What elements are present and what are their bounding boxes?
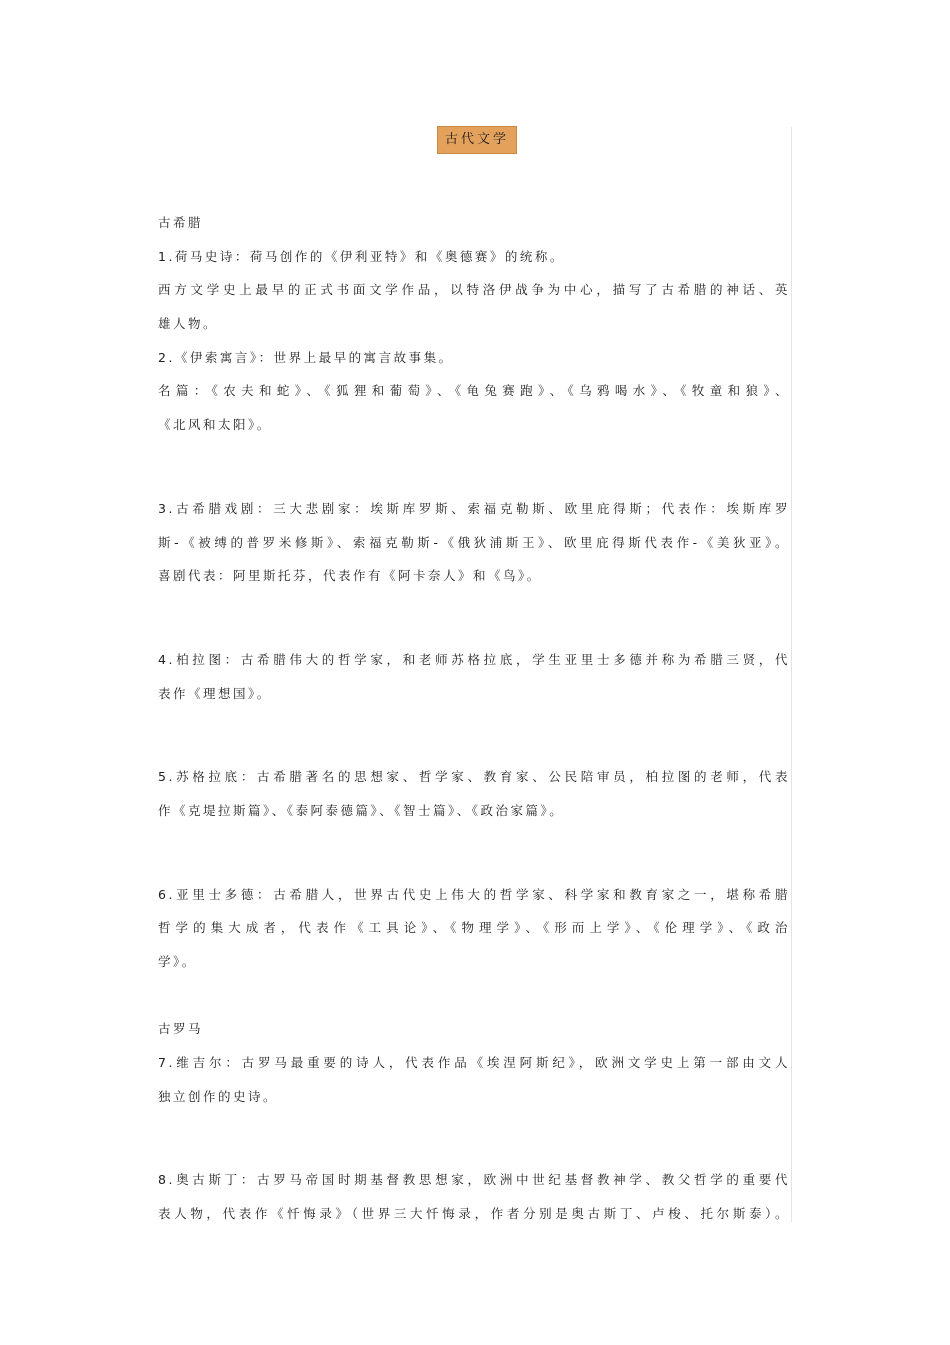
item-aesop-fables: 2.《伊索寓言》：世界上最早的寓言故事集。 — [158, 349, 454, 365]
item-greek-comedy: 喜剧代表：阿里斯托芬，代表作有《阿卡奈人》和《鸟》。 — [158, 568, 542, 584]
page-title: 古代文学 — [437, 126, 517, 154]
item-virgil: 7.维吉尔：古罗马最重要的诗人，代表作品《埃涅阿斯纪》，欧洲文学史上第一部由文人 — [158, 1055, 790, 1071]
document-body — [158, 206, 790, 1231]
spacer — [158, 828, 790, 878]
item-socrates-cont: 作《克堤拉斯篇》、《泰阿泰德篇》、《智士篇》、《政治家篇》。 — [158, 802, 565, 818]
item-augustine: 8.奥古斯丁：古罗马帝国时期基督教思想家，欧洲中世纪基督教神学、教父哲学的重要代 — [158, 1172, 790, 1188]
item-aristotle-cont-2: 学》。 — [158, 954, 197, 969]
item-homer-epics-desc-cont: 雄人物。 — [158, 316, 219, 332]
item-homer-epics-desc: 西方文学史上最早的正式书面文学作品，以特洛伊战争为中心，描写了古希腊的神话、英 — [158, 282, 790, 298]
item-greek-drama-cont: 斯-《被缚的普罗米修斯》、索福克勒斯-《俄狄浦斯王》、欧里庇得斯代表作-《美狄亚》。 — [158, 534, 790, 550]
spacer — [158, 710, 790, 760]
spacer — [158, 1113, 790, 1163]
item-augustine-cont: 表人物，代表作《忏悔录》（世界三大忏悔录，作者分别是奥古斯丁、卢梭、托尔斯泰）。 — [158, 1206, 790, 1222]
item-aristotle: 6.亚里士多德：古希腊人，世界古代史上伟大的哲学家、科学家和教育家之一，堪称希腊 — [158, 886, 790, 902]
item-virgil-cont: 独立创作的史诗。 — [158, 1088, 279, 1104]
section-heading-ancient-greece: 古希腊 — [158, 215, 204, 230]
right-margin-rule — [791, 127, 792, 1222]
item-aesop-famous-works-cont: 《北风和太阳》。 — [158, 417, 272, 433]
item-plato: 4.柏拉图：古希腊伟大的哲学家，和老师苏格拉底，学生亚里士多德并称为希腊三贤，代 — [158, 651, 790, 667]
item-aristotle-cont: 哲学的集大成者，代表作《工具论》、《物理学》、《形而上学》、《伦理学》、《政治 — [158, 920, 790, 936]
item-greek-drama: 3.古希腊戏剧：三大悲剧家：埃斯库罗斯、索福克勒斯、欧里庇得斯；代表作：埃斯库罗 — [158, 500, 790, 516]
spacer — [158, 442, 790, 492]
item-socrates: 5.苏格拉底：古希腊著名的思想家、哲学家、教育家、公民陪审员，柏拉图的老师，代表 — [158, 769, 790, 785]
item-aesop-famous-works: 名篇：《农夫和蛇》、《狐狸和葡萄》、《龟兔赛跑》、《乌鸦喝水》、《牧童和狼》、 — [158, 383, 790, 399]
item-homer-epics: 1.荷马史诗：荷马创作的《伊利亚特》和《奥德赛》的统称。 — [158, 248, 565, 264]
item-plato-cont: 表作《理想国》。 — [158, 685, 272, 701]
section-heading-ancient-rome: 古罗马 — [158, 1021, 204, 1037]
spacer — [158, 979, 790, 1013]
spacer — [158, 593, 790, 643]
